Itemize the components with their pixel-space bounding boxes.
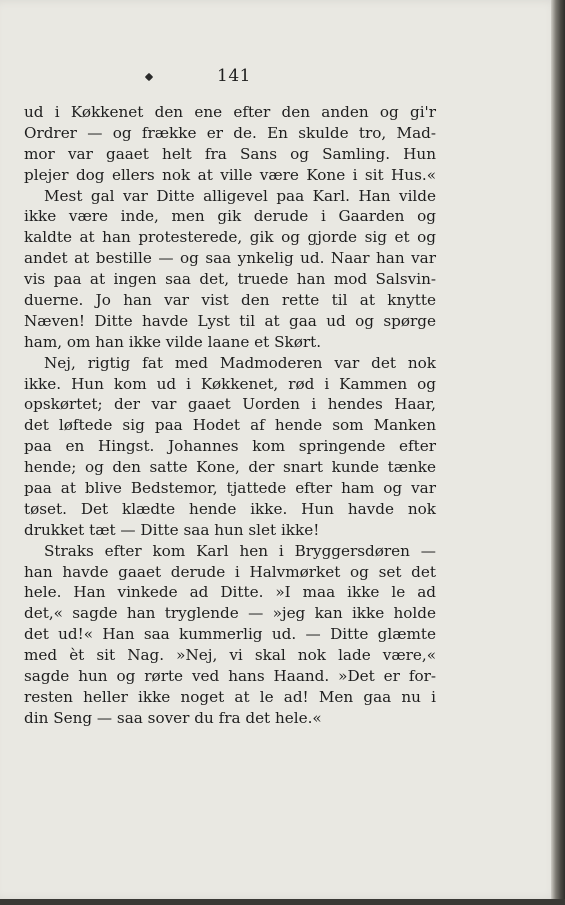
text-line: Mest gal var Ditte alligevel paa Karl. Han vilde <box>44 186 436 205</box>
text-line: med èt sit Nag. »Nej, vi skal nok lade være,« <box>24 646 436 665</box>
text-line: det,« sagde han tryglende — »jeg kan ikke holde <box>24 604 436 623</box>
text-line: han havde gaaet derude i Halvmørket og set det <box>24 562 436 581</box>
text-line: Næven! Ditte havde Lyst til at gaa ud og spørge <box>24 311 436 330</box>
text-line: kaldte at han protesterede, gik og gjorde sig et og <box>24 228 436 247</box>
text-line: ikke. Hun kom ud i Køkkenet, rød i Kammen og <box>24 374 436 393</box>
text-line: plejer dog ellers nok at ville være Kone i sit Hus.« <box>24 165 436 184</box>
text-line: paa at blive Bedstemor, tjattede efter ham og var <box>24 479 436 498</box>
text-line: vis paa at ingen saa det, truede han mod Salsvin- <box>24 270 436 289</box>
text-line: Straks efter kom Karl hen i Bryggersdøren — <box>44 541 436 560</box>
page-edge <box>0 899 565 905</box>
text-line: Nej, rigtig fat med Madmoderen var det nok <box>44 353 436 372</box>
text-line: duerne. Jo han var vist den rette til at knytte <box>24 291 436 310</box>
book-spine <box>551 0 565 905</box>
text-line: din Seng — saa sover du fra det hele.« <box>24 708 322 727</box>
text-line: paa en Hingst. Johannes kom springende efter <box>24 437 436 456</box>
ornament-icon <box>145 73 153 81</box>
text-line: hele. Han vinkede ad Ditte. »I maa ikke le ad <box>24 583 436 602</box>
page-header <box>0 66 560 88</box>
text-line: hende; og den satte Kone, der snart kunde tænke <box>24 458 436 477</box>
text-line: drukket tæt — Ditte saa hun slet ikke! <box>24 520 320 539</box>
text-line: ud i Køkkenet den ene efter den anden og gi'r <box>24 103 436 121</box>
text-line: mor var gaaet helt fra Sans og Samling. Hun <box>24 144 436 163</box>
text-line: resten heller ikke noget at le ad! Men gaa nu i <box>24 687 436 706</box>
page-number: 141 <box>217 66 251 86</box>
text-line: det ud!« Han saa kummerlig ud. — Ditte glæmte <box>24 625 436 644</box>
body-text <box>24 102 436 729</box>
text-line: tøset. Det klædte hende ikke. Hun havde nok <box>24 499 436 518</box>
text-line: opskørtet; der var gaaet Uorden i hendes Haar, <box>24 395 436 414</box>
text-line: det løftede sig paa Hodet af hende som Manken <box>24 416 436 435</box>
text-line: ikke være inde, men gik derude i Gaarden og <box>24 207 436 226</box>
text-line: ham, om han ikke vilde laane et Skørt. <box>24 332 322 351</box>
text-line: andet at bestille — og saa ynkelig ud. Naar han var <box>24 249 436 268</box>
text-line: sagde hun og rørte ved hans Haand. »Det er for- <box>24 667 436 686</box>
text-line: Ordrer — og frække er de. En skulde tro, Mad- <box>24 123 436 142</box>
